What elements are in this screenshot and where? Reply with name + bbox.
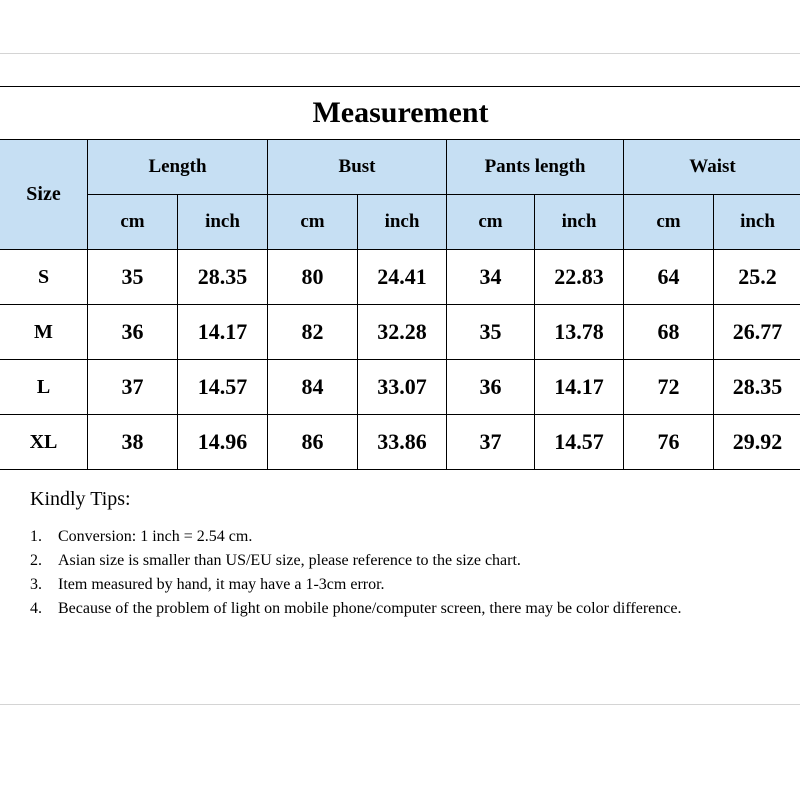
tip-text: Conversion: 1 inch = 2.54 cm. — [58, 528, 253, 545]
unit-header: cm — [624, 195, 714, 250]
tip-text: Item measured by hand, it may have a 1-3cm error. — [58, 576, 385, 593]
value-cell: 33.07 — [358, 360, 447, 415]
value-cell: 68 — [624, 305, 714, 360]
size-cell: M — [0, 305, 88, 360]
value-cell: 36 — [88, 305, 178, 360]
value-cell: 80 — [268, 250, 358, 305]
value-cell: 14.57 — [178, 360, 268, 415]
value-cell: 34 — [447, 250, 535, 305]
value-cell: 32.28 — [358, 305, 447, 360]
value-cell: 28.35 — [178, 250, 268, 305]
value-cell: 84 — [268, 360, 358, 415]
table-title: Measurement — [0, 87, 800, 140]
unit-header: cm — [88, 195, 178, 250]
top-divider — [0, 53, 800, 54]
value-cell: 22.83 — [535, 250, 624, 305]
value-cell: 26.77 — [714, 305, 800, 360]
value-cell: 14.96 — [178, 415, 268, 470]
size-cell: XL — [0, 415, 88, 470]
unit-header: inch — [358, 195, 447, 250]
group-header-bust: Bust — [268, 140, 447, 195]
list-item — [30, 597, 770, 621]
value-cell: 38 — [88, 415, 178, 470]
value-cell: 37 — [88, 360, 178, 415]
table-row — [0, 305, 800, 360]
tip-text: Because of the problem of light on mobile phone/computer screen, there may be color difference. — [58, 600, 682, 617]
value-cell: 33.86 — [358, 415, 447, 470]
value-cell: 86 — [268, 415, 358, 470]
bottom-divider — [0, 704, 800, 705]
group-header-length: Length — [88, 140, 268, 195]
list-item — [30, 573, 770, 597]
size-cell: S — [0, 250, 88, 305]
tip-text: Asian size is smaller than US/EU size, please reference to the size chart. — [58, 552, 521, 569]
value-cell: 28.35 — [714, 360, 800, 415]
value-cell: 76 — [624, 415, 714, 470]
unit-header: cm — [447, 195, 535, 250]
value-cell: 13.78 — [535, 305, 624, 360]
value-cell: 25.2 — [714, 250, 800, 305]
tip-number: 2. — [30, 552, 42, 569]
group-header-waist: Waist — [624, 140, 800, 195]
value-cell: 29.92 — [714, 415, 800, 470]
group-header-pants-length: Pants length — [447, 140, 624, 195]
unit-header: inch — [714, 195, 800, 250]
value-cell: 14.17 — [178, 305, 268, 360]
value-cell: 64 — [624, 250, 714, 305]
table-row — [0, 250, 800, 305]
tips-title: Kindly Tips: — [30, 488, 131, 510]
tips-list — [30, 525, 770, 621]
tip-number: 4. — [30, 600, 42, 617]
size-header: Size — [0, 140, 88, 250]
value-cell: 72 — [624, 360, 714, 415]
size-cell: L — [0, 360, 88, 415]
list-item — [30, 525, 770, 549]
value-cell: 14.17 — [535, 360, 624, 415]
value-cell: 82 — [268, 305, 358, 360]
table-row — [0, 415, 800, 470]
value-cell: 37 — [447, 415, 535, 470]
value-cell: 24.41 — [358, 250, 447, 305]
value-cell: 36 — [447, 360, 535, 415]
value-cell: 14.57 — [535, 415, 624, 470]
unit-header: cm — [268, 195, 358, 250]
size-chart-table — [0, 86, 800, 470]
kindly-tips — [30, 488, 770, 621]
tip-number: 1. — [30, 528, 42, 545]
unit-header: inch — [535, 195, 624, 250]
table-row — [0, 360, 800, 415]
value-cell: 35 — [447, 305, 535, 360]
unit-header: inch — [178, 195, 268, 250]
list-item — [30, 549, 770, 573]
tip-number: 3. — [30, 576, 42, 593]
value-cell: 35 — [88, 250, 178, 305]
